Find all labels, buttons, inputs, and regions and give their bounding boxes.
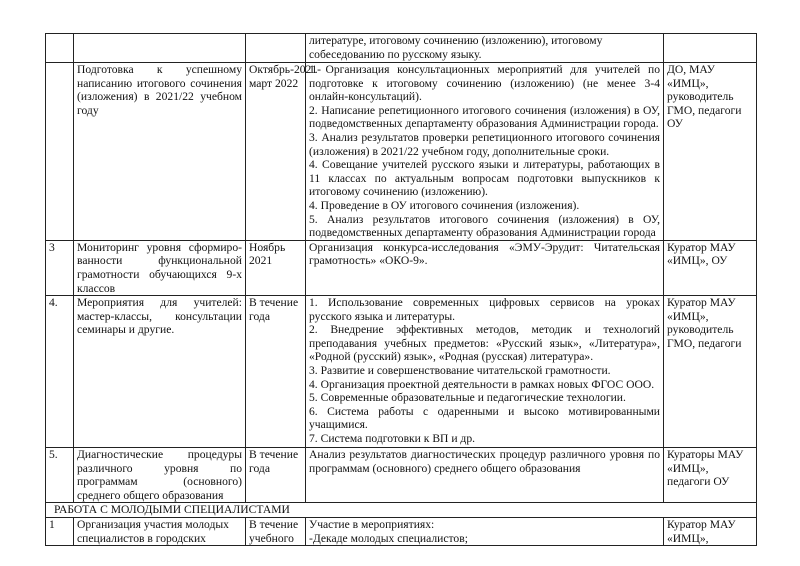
period-cell: В течение года xyxy=(246,448,306,503)
content-item: собеседованию по русскому языку. xyxy=(309,47,482,61)
table-row xyxy=(46,63,757,241)
task-cell: Мониторинг уровня сформиро-ванности функциональной грамотности обучающихся 9-х классов xyxy=(74,240,246,295)
plan-table xyxy=(45,33,757,546)
responsible-cell: Куратор МАУ «ИМЦ», xyxy=(664,518,757,546)
content-item: -Декаде молодых специалистов; xyxy=(309,531,468,545)
task-cell: Подготовка к успешному написанию итогового сочинения (изложения) в 2021/22 учебном году xyxy=(74,63,246,241)
content-item: 7. Система подготовки к ВП и др. xyxy=(309,432,476,446)
content-item: 1. Организация консультационных мероприятий для учителей по подготовке к итоговому сочинению (изложению) (не менее 3-4 онлайн-консультаций). xyxy=(309,63,660,104)
section-row xyxy=(46,503,757,518)
row-number: 3 xyxy=(46,240,74,295)
content-item: 6. Система работы с одаренными и высоко мотивированными учащимися. xyxy=(309,404,660,432)
content-cell xyxy=(306,63,664,241)
table-row xyxy=(46,518,757,546)
content-item: 3. Развитие и совершенствование читательской грамотности. xyxy=(309,364,611,378)
table-row xyxy=(46,240,757,295)
row-number xyxy=(46,34,74,63)
responsible-cell xyxy=(664,34,757,63)
content-item: 4. Проведение в ОУ итогового сочинения (изложения). xyxy=(309,198,580,212)
task-cell: Мероприятия для учителей: мастер-классы, консультации семинары и другие. xyxy=(74,296,246,448)
content-item: 5. Анализ результатов итогового сочинения (изложения) в ОУ, подведомственных департаменту образования Администрации города xyxy=(309,212,660,240)
content-item: 3. Анализ результатов проверки репетиционного итогового сочинения (изложения) в 2021/22 учебном году, дополнительные сроки. xyxy=(309,130,660,158)
content-item: Анализ результатов диагностических процедур различного уровня по программам (основного) среднего общего образования xyxy=(309,448,660,475)
row-number: 1 xyxy=(46,518,74,546)
responsible-cell: Кураторы МАУ «ИМЦ», педагоги ОУ xyxy=(664,448,757,503)
content-item: Участие в мероприятиях: xyxy=(309,518,435,532)
period-cell: Октябрь-2021-март 2022 xyxy=(246,63,306,241)
section-heading: РАБОТА С МОЛОДЫМИ СПЕЦИАЛИСТАМИ xyxy=(46,503,757,518)
responsible-cell: ДО, МАУ «ИМЦ», руководитель ГМО, педагоги ОУ xyxy=(664,63,757,241)
period-cell: Ноябрь 2021 xyxy=(246,240,306,295)
content-item: 2. Написание репетиционного итогового сочинения (изложения) в ОУ, подведомственных департаменту образования Администрации города. xyxy=(309,103,660,131)
row-number: 4. xyxy=(46,296,74,448)
period-cell xyxy=(246,34,306,63)
task-cell: Организация участия молодых специалистов в городских xyxy=(74,518,246,546)
content-item: 4. Совещание учителей русского языки и литературы, работающих в 11 классах по актуальным вопросам подготовки выпускников к итоговому сочинению (изложению). xyxy=(309,158,660,199)
period-cell: В течение года xyxy=(246,296,306,448)
table-row xyxy=(46,296,757,448)
responsible-cell: Куратор МАУ «ИМЦ», руководитель ГМО, педагоги xyxy=(664,296,757,448)
content-item: 1. Использование современных цифровых сервисов на уроках русского языка и литературы. xyxy=(309,296,660,323)
task-cell: Диагностические процедуры различного уровня по программам (основного) среднего общего образования xyxy=(74,448,246,503)
content-item: 4. Организация проектной деятельности в рамках новых ФГОС ООО. xyxy=(309,377,655,391)
period-cell: В течение учебного xyxy=(246,518,306,546)
content-cell xyxy=(306,518,664,546)
task-cell xyxy=(74,34,246,63)
row-number: 5. xyxy=(46,448,74,503)
content-cell xyxy=(306,34,664,63)
row-number xyxy=(46,63,74,241)
table-row xyxy=(46,34,757,63)
content-cell xyxy=(306,240,664,295)
responsible-cell: Куратор МАУ «ИМЦ», ОУ xyxy=(664,240,757,295)
table-row xyxy=(46,448,757,503)
content-cell xyxy=(306,296,664,448)
content-item: литературе, итоговому сочинению (изложению), итоговому xyxy=(309,34,603,47)
content-item: 2. Внедрение эффективных методов, методик и технологий преподавания учебных предметов: «Русский язык», «Литература», «Родной (русский) язык», «Родная (русская) литература». xyxy=(309,323,660,364)
content-item: Организация конкурса-исследования «ЭМУ-Эрудит: Читательская грамотность» «ОКО-9». xyxy=(309,240,660,268)
content-cell xyxy=(306,448,664,503)
content-item: 5. Современные образовательные и педагогические технологии. xyxy=(309,391,626,405)
